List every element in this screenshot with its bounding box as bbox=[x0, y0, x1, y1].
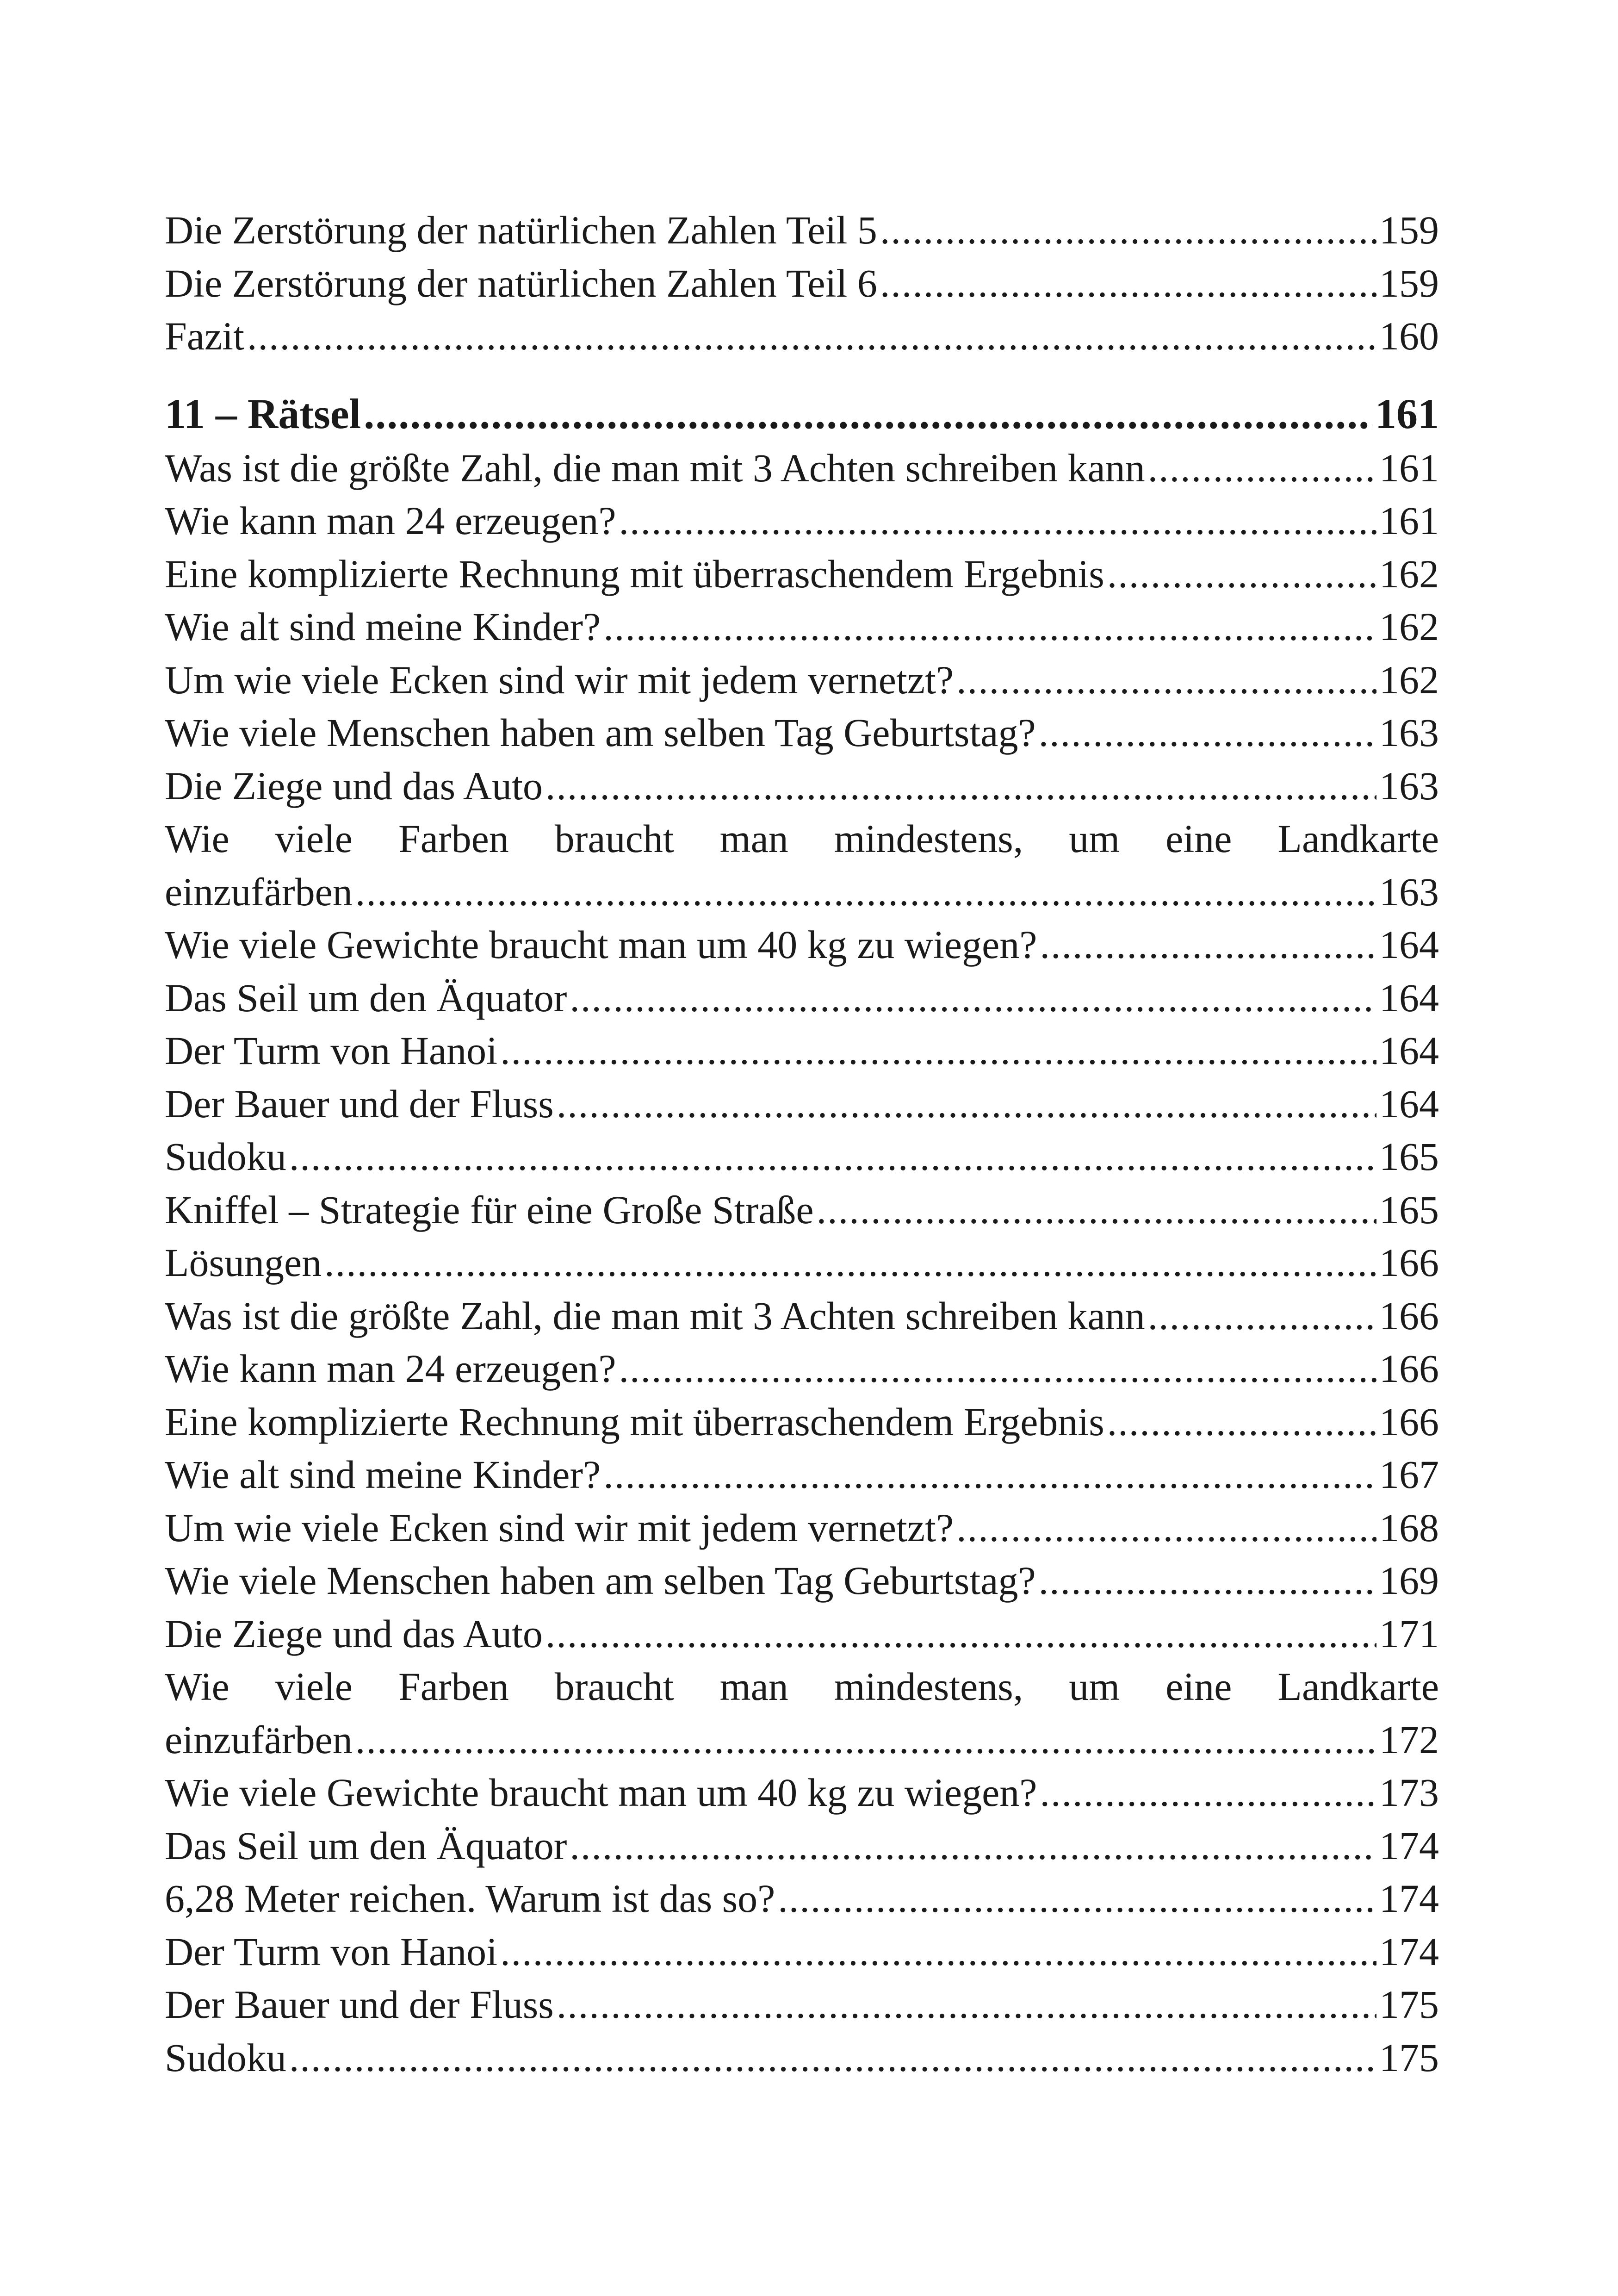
toc-entry-title: Fazit bbox=[165, 314, 244, 358]
dot-leader bbox=[619, 494, 1376, 548]
toc-entry[interactable] bbox=[165, 865, 1439, 919]
toc-entry-title: Wie alt sind meine Kinder? bbox=[165, 604, 601, 649]
toc-entry[interactable] bbox=[165, 1448, 1439, 1501]
dot-leader bbox=[570, 971, 1376, 1025]
toc-entry-title: Der Turm von Hanoi bbox=[165, 1929, 498, 1974]
toc-entry-title: Um wie viele Ecken sind wir mit jedem vernetzt? bbox=[165, 1505, 954, 1550]
toc-entry[interactable] bbox=[165, 1554, 1439, 1607]
toc-entry-page: 175 bbox=[1379, 1982, 1439, 2027]
dot-leader bbox=[500, 1925, 1376, 1979]
dot-leader bbox=[619, 1342, 1376, 1395]
toc-entry-title: Sudoku bbox=[165, 1134, 286, 1179]
dot-leader bbox=[324, 1236, 1376, 1289]
toc-entry[interactable] bbox=[165, 706, 1439, 759]
toc-entry-title: Um wie viele Ecken sind wir mit jedem vernetzt? bbox=[165, 657, 954, 702]
toc-entry[interactable] bbox=[165, 1925, 1439, 1979]
toc-entry-page: 164 bbox=[1379, 922, 1439, 967]
toc-entry[interactable] bbox=[165, 1130, 1439, 1183]
toc-chapter-heading[interactable] bbox=[165, 386, 1439, 442]
dot-leader bbox=[247, 310, 1376, 363]
dot-leader bbox=[1107, 1395, 1376, 1449]
toc-entry[interactable] bbox=[165, 1395, 1439, 1449]
toc-entry[interactable] bbox=[165, 1024, 1439, 1077]
dot-leader bbox=[1107, 548, 1376, 601]
toc-entry-page: 163 bbox=[1379, 869, 1439, 914]
toc-entry[interactable] bbox=[165, 548, 1439, 601]
toc-entry-title: Wie viele Gewichte braucht man um 40 kg zu wiegen? bbox=[165, 1770, 1037, 1815]
toc-entry-title: Der Bauer und der Fluss bbox=[165, 1081, 554, 1126]
toc-entry-page: 166 bbox=[1379, 1346, 1439, 1391]
toc-entry-page: 174 bbox=[1379, 1823, 1439, 1868]
toc-entry-title: Was ist die größte Zahl, die man mit 3 Achten schreiben kann bbox=[165, 1293, 1145, 1338]
toc-entry-title: Wie viele Gewichte braucht man um 40 kg zu wiegen? bbox=[165, 922, 1037, 967]
toc-entry-title: Die Zerstörung der natürlichen Zahlen Teil 5 bbox=[165, 208, 877, 252]
toc-entry[interactable] bbox=[165, 971, 1439, 1025]
toc-entry-title: Der Turm von Hanoi bbox=[165, 1028, 498, 1073]
dot-leader bbox=[1148, 442, 1376, 495]
toc-entry-title: Was ist die größte Zahl, die man mit 3 Achten schreiben kann bbox=[165, 445, 1145, 490]
toc-entry[interactable] bbox=[165, 918, 1439, 971]
toc-entry[interactable] bbox=[165, 1183, 1439, 1237]
dot-leader bbox=[546, 759, 1376, 813]
toc-entry-title: Wie viele Menschen haben am selben Tag Geburtstag? bbox=[165, 710, 1036, 755]
toc-entry-title: Wie viele Menschen haben am selben Tag Geburtstag? bbox=[165, 1558, 1036, 1603]
toc-entry[interactable] bbox=[165, 1236, 1439, 1289]
toc-entry[interactable] bbox=[165, 2031, 1439, 2084]
toc-entry[interactable] bbox=[165, 1501, 1439, 1555]
toc-entry-title: Kniffel – Strategie für eine Große Straße bbox=[165, 1187, 814, 1232]
toc-entry-page: 172 bbox=[1379, 1717, 1439, 1762]
toc-entry-title: Der Bauer und der Fluss bbox=[165, 1982, 554, 2027]
toc-entry-page: 164 bbox=[1379, 1028, 1439, 1073]
dot-leader bbox=[355, 865, 1376, 919]
toc-entry-title: Die Zerstörung der natürlichen Zahlen Teil 6 bbox=[165, 261, 877, 305]
dot-leader bbox=[557, 1077, 1376, 1131]
toc-entry-title: Wie alt sind meine Kinder? bbox=[165, 1452, 601, 1497]
dot-leader bbox=[880, 257, 1376, 310]
toc-entry-title: Wie kann man 24 erzeugen? bbox=[165, 498, 616, 543]
dot-leader bbox=[1148, 1289, 1376, 1343]
toc-entry-title: Die Ziege und das Auto bbox=[165, 1611, 543, 1656]
toc-entry-title: Eine komplizierte Rechnung mit überraschendem Ergebnis bbox=[165, 551, 1104, 596]
toc-entry-page: 162 bbox=[1379, 551, 1439, 596]
table-of-contents bbox=[165, 204, 1439, 2084]
dot-leader bbox=[956, 1501, 1376, 1555]
toc-entry[interactable] bbox=[165, 759, 1439, 813]
dot-leader bbox=[1039, 706, 1376, 759]
toc-entry-title: einzufärben bbox=[165, 1717, 353, 1762]
toc-entry-page: 159 bbox=[1379, 208, 1439, 252]
toc-entry-page: 162 bbox=[1379, 657, 1439, 702]
dot-leader bbox=[546, 1607, 1376, 1661]
toc-entry-page: 168 bbox=[1379, 1505, 1439, 1550]
toc-entry[interactable] bbox=[165, 1872, 1439, 1925]
toc-entry-title: Wie viele Farben braucht man mindestens, um eine Landkarte bbox=[165, 816, 1439, 861]
toc-entry-page: 173 bbox=[1379, 1770, 1439, 1815]
toc-entry[interactable] bbox=[165, 204, 1439, 257]
toc-entry-page: 163 bbox=[1379, 710, 1439, 755]
toc-entry-page: 166 bbox=[1379, 1240, 1439, 1285]
dot-leader bbox=[1040, 918, 1376, 971]
dot-leader bbox=[289, 2031, 1376, 2084]
toc-entry-page: 165 bbox=[1379, 1134, 1439, 1179]
toc-entry-page: 175 bbox=[1379, 2035, 1439, 2080]
toc-entry-title: Eine komplizierte Rechnung mit überraschendem Ergebnis bbox=[165, 1399, 1104, 1444]
toc-entry-title: Wie kann man 24 erzeugen? bbox=[165, 1346, 616, 1391]
dot-leader bbox=[500, 1024, 1376, 1077]
dot-leader bbox=[364, 386, 1372, 442]
toc-entry-title: Wie viele Farben braucht man mindestens, um eine Landkarte bbox=[165, 1664, 1439, 1709]
toc-entry[interactable] bbox=[165, 257, 1439, 310]
toc-entry[interactable] bbox=[165, 1607, 1439, 1661]
dot-leader bbox=[570, 1819, 1376, 1873]
toc-entry-title: Das Seil um den Äquator bbox=[165, 975, 567, 1020]
toc-entry[interactable] bbox=[165, 1766, 1439, 1819]
toc-entry[interactable] bbox=[165, 1819, 1439, 1873]
toc-entry-page: 169 bbox=[1379, 1558, 1439, 1603]
dot-leader bbox=[355, 1713, 1376, 1767]
toc-entry-title: 6,28 Meter reichen. Warum ist das so? bbox=[165, 1876, 775, 1921]
toc-entry-page: 174 bbox=[1379, 1929, 1439, 1974]
dot-leader bbox=[289, 1130, 1376, 1183]
toc-entry-page: 160 bbox=[1379, 314, 1439, 358]
dot-leader bbox=[778, 1872, 1376, 1925]
dot-leader bbox=[603, 600, 1376, 653]
toc-entry[interactable] bbox=[165, 653, 1439, 707]
toc-entry[interactable] bbox=[165, 1342, 1439, 1395]
toc-entry-page: 162 bbox=[1379, 604, 1439, 649]
toc-entry-title: Lösungen bbox=[165, 1240, 322, 1285]
toc-entry[interactable] bbox=[165, 1289, 1439, 1343]
toc-entry-page: 159 bbox=[1379, 261, 1439, 305]
dot-leader bbox=[603, 1448, 1376, 1501]
toc-entry[interactable] bbox=[165, 442, 1439, 495]
dot-leader bbox=[817, 1183, 1376, 1237]
toc-entry-page: 164 bbox=[1379, 1081, 1439, 1126]
dot-leader bbox=[880, 204, 1376, 257]
toc-entry-wrapped-line[interactable] bbox=[165, 1660, 1439, 1713]
toc-entry-title: Die Ziege und das Auto bbox=[165, 763, 543, 808]
toc-entry-page: 161 bbox=[1379, 445, 1439, 490]
toc-entry-title: Sudoku bbox=[165, 2035, 286, 2080]
toc-entry-page: 174 bbox=[1379, 1876, 1439, 1921]
dot-leader bbox=[557, 1978, 1376, 2031]
toc-entry[interactable] bbox=[165, 310, 1439, 363]
toc-entry-page: 161 bbox=[1375, 390, 1439, 437]
toc-entry-wrapped-line[interactable] bbox=[165, 812, 1439, 865]
toc-entry-page: 165 bbox=[1379, 1187, 1439, 1232]
dot-leader bbox=[1040, 1766, 1376, 1819]
toc-entry-title: einzufärben bbox=[165, 869, 353, 914]
dot-leader bbox=[956, 653, 1376, 707]
toc-entry-page: 171 bbox=[1379, 1611, 1439, 1656]
toc-entry-title: 11 – Rätsel bbox=[165, 390, 361, 437]
toc-entry[interactable] bbox=[165, 1077, 1439, 1131]
toc-entry[interactable] bbox=[165, 1978, 1439, 2031]
toc-entry[interactable] bbox=[165, 494, 1439, 548]
toc-entry-page: 166 bbox=[1379, 1293, 1439, 1338]
toc-entry-title: Das Seil um den Äquator bbox=[165, 1823, 567, 1868]
toc-entry-page: 161 bbox=[1379, 498, 1439, 543]
toc-entry-page: 167 bbox=[1379, 1452, 1439, 1497]
toc-entry-page: 166 bbox=[1379, 1399, 1439, 1444]
dot-leader bbox=[1039, 1554, 1376, 1607]
toc-entry[interactable] bbox=[165, 1713, 1439, 1767]
toc-entry-page: 164 bbox=[1379, 975, 1439, 1020]
toc-entry[interactable] bbox=[165, 600, 1439, 653]
toc-entry-page: 163 bbox=[1379, 763, 1439, 808]
